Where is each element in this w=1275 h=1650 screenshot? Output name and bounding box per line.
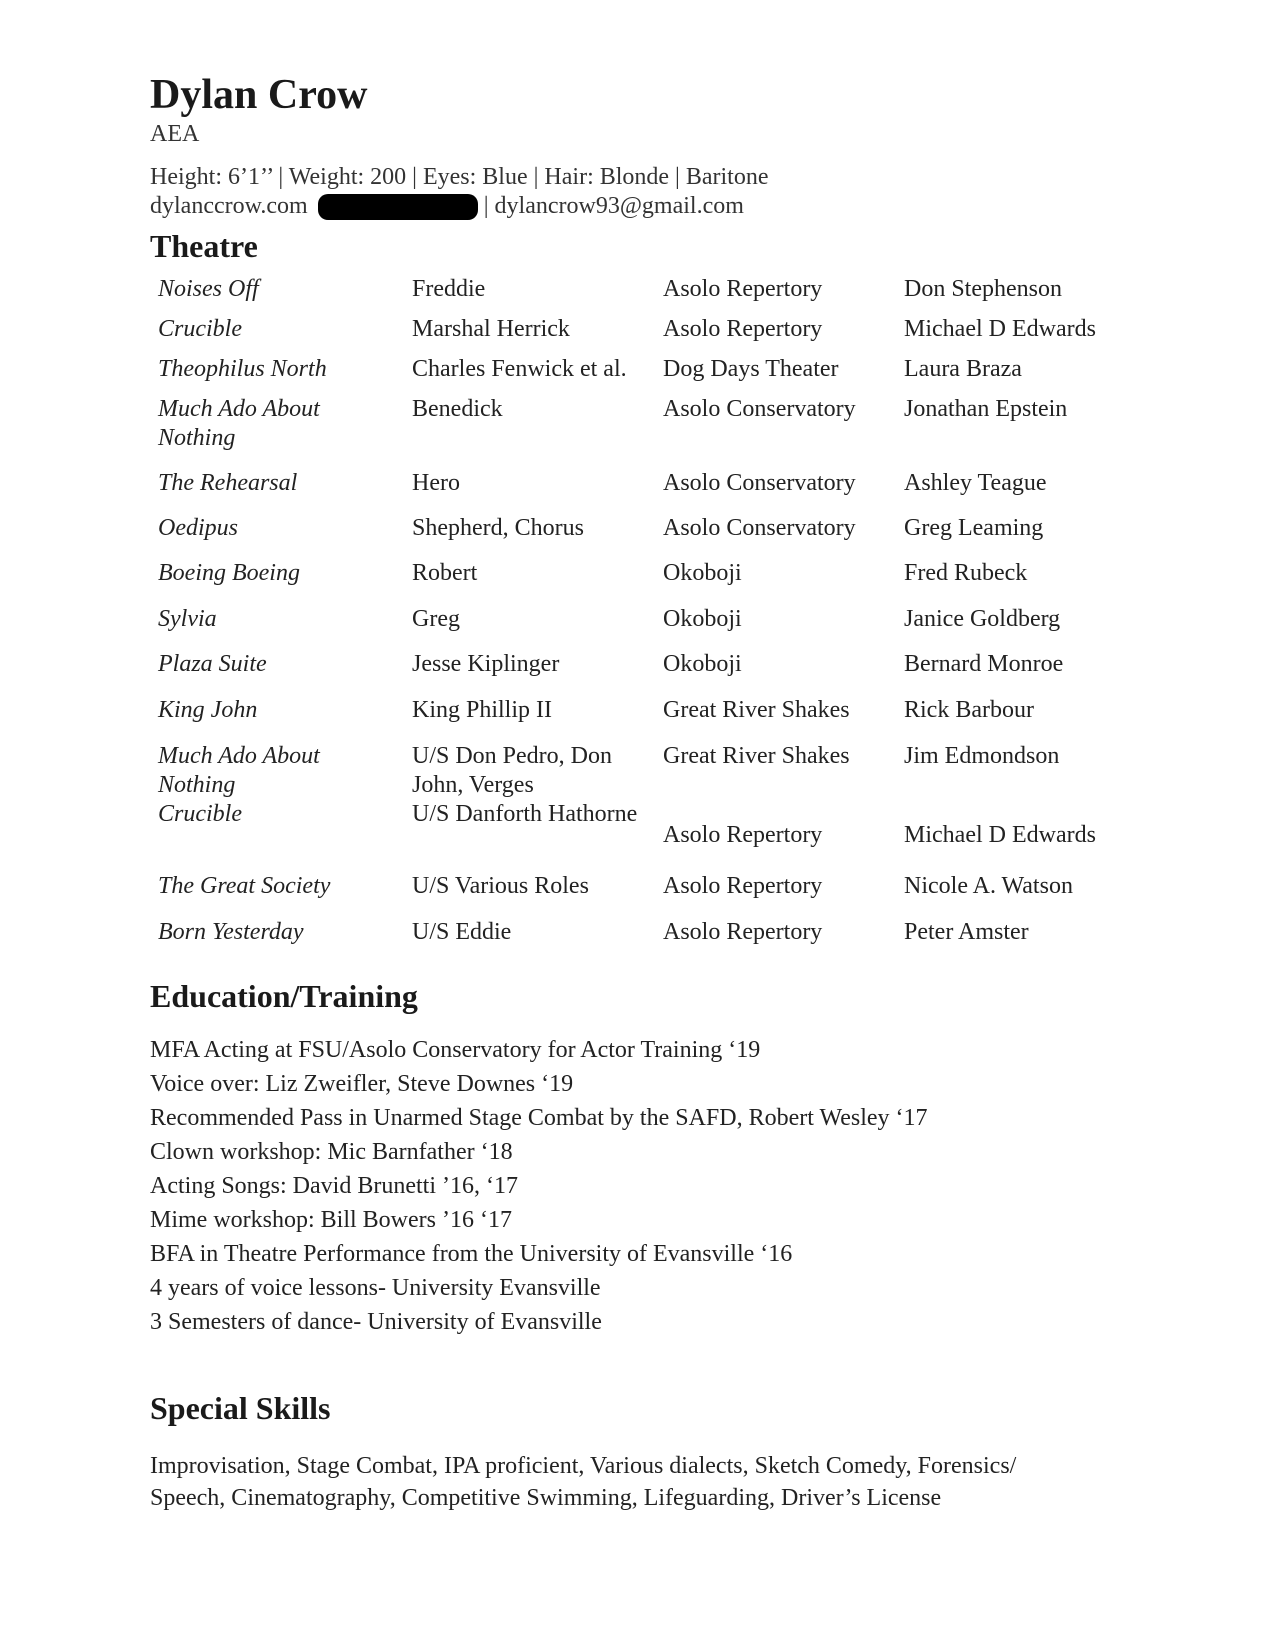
credit-role: U/S Various Roles <box>412 872 589 899</box>
credit-venue: Asolo Conservatory <box>663 395 856 422</box>
email: | dylancrow93@gmail.com <box>483 192 744 219</box>
credit-venue: Asolo Conservatory <box>663 469 856 496</box>
credit-role: Shepherd, Chorus <box>412 514 584 541</box>
credit-director: Peter Amster <box>904 918 1029 945</box>
credit-row <box>158 559 1144 605</box>
credit-role: Robert <box>412 559 478 586</box>
credit-venue: Okoboji <box>663 559 742 586</box>
credit-row <box>158 696 1144 742</box>
credit-row <box>158 469 1144 514</box>
credit-director: Don Stephenson <box>904 275 1062 302</box>
credit-role: King Phillip II <box>412 696 553 723</box>
credit-director: Ashley Teague <box>904 469 1047 496</box>
credit-show: Theophilus North <box>158 355 327 382</box>
education-item: BFA in Theatre Performance from the University of Evansville ‘16 <box>150 1241 793 1268</box>
education-item: Acting Songs: David Brunetti ’16, ‘17 <box>150 1173 518 1200</box>
credit-venue: Dog Days Theater <box>663 355 839 382</box>
credit-director: Greg Leaming <box>904 514 1044 541</box>
credit-director: Jonathan Epstein <box>904 395 1068 422</box>
education-item: 3 Semesters of dance- University of Evansville <box>150 1309 602 1336</box>
credit-show: Sylvia <box>158 605 217 632</box>
credit-director: Laura Braza <box>904 355 1022 382</box>
credit-venue: Asolo Conservatory <box>663 514 856 541</box>
credit-role: Greg <box>412 605 460 632</box>
redacted-phone <box>318 194 478 220</box>
credit-show: Crucible <box>158 800 242 827</box>
credit-show: The Rehearsal <box>158 469 298 496</box>
credit-show: Boeing Boeing <box>158 559 300 586</box>
resume-page <box>150 72 1150 1514</box>
credit-show: Much Ado About Nothing <box>158 742 320 798</box>
credit-show: King John <box>158 696 258 723</box>
credit-director: Fred Rubeck <box>904 559 1028 586</box>
credit-director: Janice Goldberg <box>904 605 1061 632</box>
credit-venue: Asolo Repertory <box>663 275 823 302</box>
union-affiliation: AEA <box>150 121 200 148</box>
education-item: 4 years of voice lessons- University Evansville <box>150 1275 601 1302</box>
education-item: Voice over: Liz Zweifler, Steve Downes ‘19 <box>150 1071 574 1098</box>
credit-row <box>158 395 1144 469</box>
credit-show: Crucible <box>158 315 242 342</box>
credit-venue: Okoboji <box>663 650 742 677</box>
credit-row <box>158 872 1144 918</box>
credit-row <box>158 315 1144 355</box>
credit-show: Plaza Suite <box>158 650 267 677</box>
actor-name: Dylan Crow <box>150 72 368 118</box>
credit-venue: Asolo Repertory <box>663 315 823 342</box>
credit-role: Benedick <box>412 395 503 422</box>
education-item: Recommended Pass in Unarmed Stage Combat by the SAFD, Robert Wesley ‘17 <box>150 1105 928 1132</box>
education-item: Clown workshop: Mic Barnfather ‘18 <box>150 1139 513 1166</box>
credit-row <box>158 514 1144 559</box>
theatre-heading: Theatre <box>150 227 258 264</box>
credit-role: Hero <box>412 469 460 496</box>
credit-director: Nicole A. Watson <box>904 872 1073 899</box>
credit-venue: Great River Shakes <box>663 742 850 769</box>
credit-row <box>158 742 1144 800</box>
credit-row <box>158 800 1144 872</box>
credit-director: Bernard Monroe <box>904 650 1064 677</box>
credit-row <box>158 355 1144 395</box>
credit-director: Jim Edmondson <box>904 742 1060 769</box>
education-heading: Education/Training <box>150 977 418 1014</box>
credit-venue: Asolo Repertory <box>663 822 823 849</box>
credit-role: U/S Eddie <box>412 918 512 945</box>
credit-venue: Asolo Repertory <box>663 872 823 899</box>
credit-role: Marshal Herrick <box>412 315 570 342</box>
credit-director: Rick Barbour <box>904 696 1034 723</box>
education-item: MFA Acting at FSU/Asolo Conservatory for Actor Training ‘19 <box>150 1037 761 1064</box>
credit-role: U/S Don Pedro, Don John, Verges <box>412 742 613 798</box>
credit-show: Born Yesterday <box>158 918 304 945</box>
credit-role: Jesse Kiplinger <box>412 650 560 677</box>
physical-stats: Height: 6’1’’ | Weight: 200 | Eyes: Blue | Hair: Blonde | Baritone <box>150 163 769 190</box>
education-list <box>150 1033 1150 1339</box>
credit-role: U/S Danforth Hathorne <box>412 800 638 827</box>
credit-show: The Great Society <box>158 872 331 899</box>
skills-text: Improvisation, Stage Combat, IPA proficient, Various dialects, Sketch Comedy, Forensics/ Speech, Cinematography, Competitive Swimming, Lifeguarding, Driver’s License <box>150 1452 1017 1511</box>
skills-heading: Special Skills <box>150 1390 331 1427</box>
credit-show: Much Ado About Nothing <box>158 395 320 451</box>
credit-director: Michael D Edwards <box>904 822 1096 849</box>
credit-row <box>158 605 1144 650</box>
credit-row <box>158 650 1144 696</box>
website: dylanccrow.com <box>150 192 308 219</box>
credit-row <box>158 275 1144 315</box>
education-item: Mime workshop: Bill Bowers ’16 ‘17 <box>150 1207 512 1234</box>
credit-role: Charles Fenwick et al. <box>412 355 627 382</box>
credit-show: Noises Off <box>158 275 259 302</box>
credit-director: Michael D Edwards <box>904 315 1096 342</box>
credit-venue: Asolo Repertory <box>663 918 823 945</box>
credit-venue: Okoboji <box>663 605 742 632</box>
credit-row <box>158 918 1144 963</box>
contact-line <box>150 192 1150 221</box>
credit-role: Freddie <box>412 275 486 302</box>
credit-venue: Great River Shakes <box>663 696 850 723</box>
theatre-credits-table <box>158 275 1144 963</box>
credit-show: Oedipus <box>158 514 238 541</box>
